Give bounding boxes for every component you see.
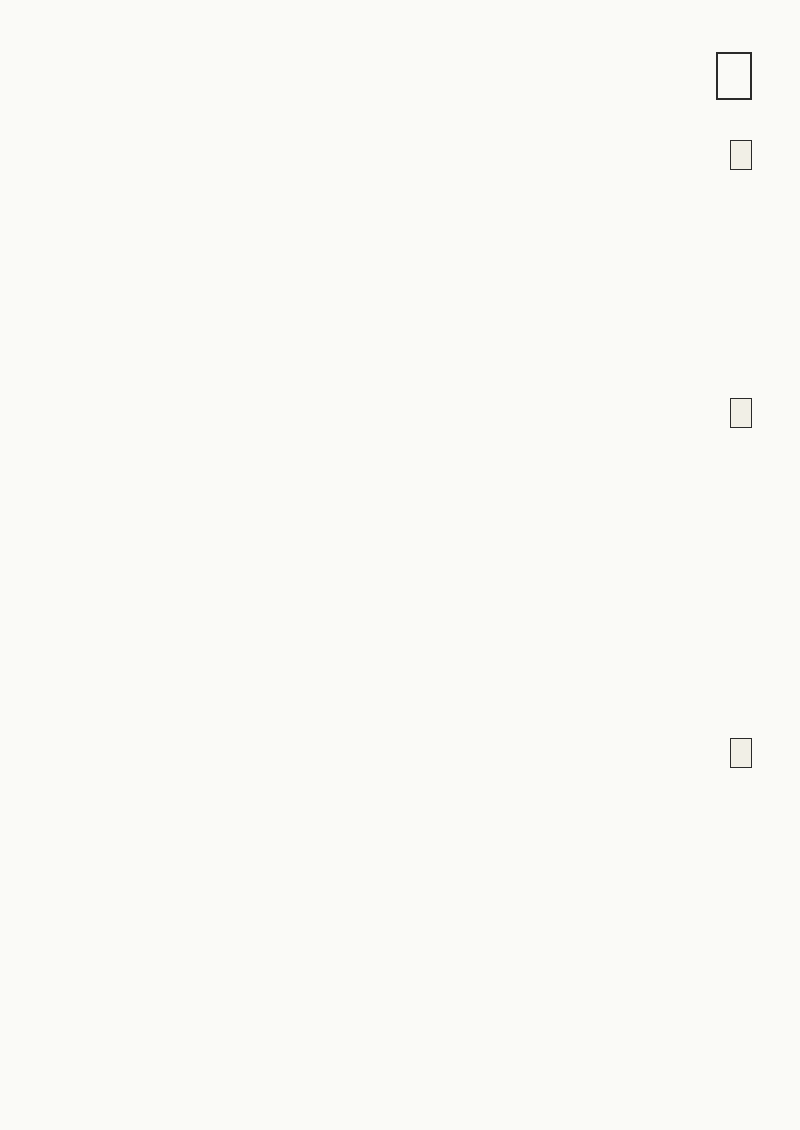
- headquarters-news-title: [730, 398, 752, 428]
- school-news-title: [730, 140, 752, 170]
- kanto-branch-title: [716, 52, 752, 100]
- tier-middle: [42, 368, 758, 694]
- tier-bottom: [42, 708, 758, 1096]
- tokai-branch-title: [730, 738, 752, 768]
- tier-top: [42, 52, 758, 354]
